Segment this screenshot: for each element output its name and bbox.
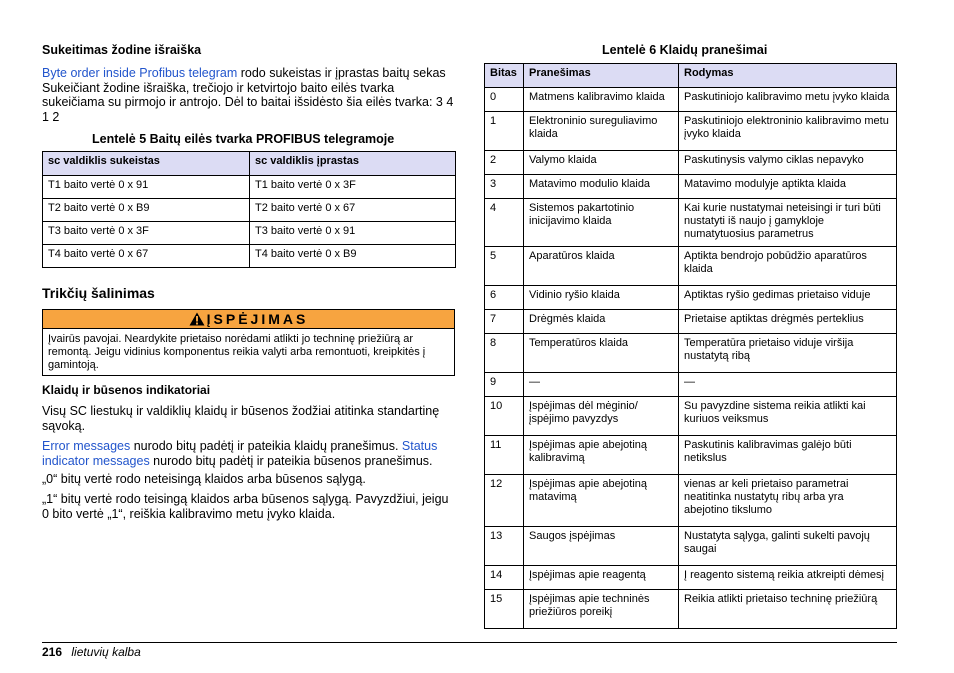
table-row	[485, 310, 897, 334]
table5-header: sc valdiklis įprastas	[250, 152, 456, 176]
table-cell: vienas ar keli prietaiso parametrai neatitinka nustatytų ribų arba yra abejotino tikslumo	[679, 475, 897, 527]
table-cell: 5	[485, 247, 524, 286]
table-cell: 1	[485, 112, 524, 151]
byte-order-table	[42, 151, 456, 268]
troubleshooting-title: Trikčių šalinimas	[42, 285, 155, 301]
table-row	[485, 88, 897, 112]
warning-text: Įvairūs pavojai. Neardykite prietaiso norėdami atlikti jo techninę priežiūrą ar remontą. Jeigu vidinius komponentus reikia valyti arba remontuoti, kreipkitės į gamintoją.	[42, 329, 455, 376]
table-cell: 14	[485, 566, 524, 590]
table-row	[485, 590, 897, 629]
table-cell: Matavimo modulio klaida	[524, 175, 679, 199]
table-row	[485, 397, 897, 436]
page-number: 216	[42, 645, 63, 659]
table-cell: Paskutinysis valymo ciklas nepavyko	[679, 151, 897, 175]
table-cell: 3	[485, 175, 524, 199]
table-row	[43, 199, 456, 222]
paragraph: Visų SC liestukų ir valdiklių klaidų ir būsenos žodžiai atitinka standartinę sąvoką.	[42, 404, 440, 433]
table-cell: 13	[485, 527, 524, 566]
byte-order-link[interactable]: Byte order inside Profibus telegram	[42, 66, 238, 80]
table-cell: T3 baito vertė 0 x 3F	[43, 222, 250, 245]
table-cell: Aptiktas ryšio gedimas prietaiso viduje	[679, 286, 897, 310]
table-row	[485, 247, 897, 286]
table-cell: Sistemos pakartotinio inicijavimo klaida	[524, 199, 679, 247]
intro-paragraph: Byte order inside Profibus telegram rodo sukeistas ir įprastas baitų sekas Sukeičiant žodine išraiška, trečiojo ir ketvirtojo baito eilės tvarka sukeičiama su pirmojo ir antrojo. Dėl to baitai išsidėsto šia eilės tvarka: 3 4 1 2	[42, 66, 454, 124]
table-cell: Prietaise aptiktas drėgmės perteklius	[679, 310, 897, 334]
table-row	[485, 151, 897, 175]
table-cell: T1 baito vertė 0 x 91	[43, 176, 250, 199]
table-row	[485, 527, 897, 566]
table-cell: T3 baito vertė 0 x 91	[250, 222, 456, 245]
table-cell: Aparatūros klaida	[524, 247, 679, 286]
table-cell: Saugos įspėjimas	[524, 527, 679, 566]
table-cell: Matavimo modulyje aptikta klaida	[679, 175, 897, 199]
error-messages-link[interactable]: Error messages	[42, 439, 131, 453]
table-cell: Elektroninio sureguliavimo klaida	[524, 112, 679, 151]
error-messages-table	[484, 63, 897, 629]
footer-language: lietuvių kalba	[71, 645, 141, 659]
table-cell: Paskutiniojo elektroninio kalibravimo metu įvyko klaida	[679, 112, 897, 151]
paragraph: „0“ bitų vertė rodo neteisingą klaidos arba būsenos sąlygą.	[42, 472, 366, 486]
table-cell: Nustatyta sąlyga, galinti sukelti pavojų saugai	[679, 527, 897, 566]
table-cell: Temperatūros klaida	[524, 334, 679, 373]
table-cell: 9	[485, 373, 524, 397]
table-cell: Paskutinis kalibravimas galėjo būti netikslus	[679, 436, 897, 475]
table6-header: Rodymas	[679, 64, 897, 88]
table-row	[485, 436, 897, 475]
table-cell: Paskutiniojo kalibravimo metu įvyko klaida	[679, 88, 897, 112]
table-cell: Drėgmės klaida	[524, 310, 679, 334]
table-cell: Įspėjimas apie abejotiną matavimą	[524, 475, 679, 527]
table-cell: 8	[485, 334, 524, 373]
table-row	[485, 475, 897, 527]
table-cell: Reikia atlikti prietaiso techninę priežiūrą	[679, 590, 897, 629]
paragraph: Error messages nurodo bitų padėtį ir pateikia klaidų pranešimus. Status indicator messages nurodo bitų padėtį ir pateikia būsenos pranešimus.	[42, 439, 438, 468]
footer-divider	[42, 642, 897, 643]
table-cell: Į reagento sistemą reikia atkreipti dėmesį	[679, 566, 897, 590]
section-title: Sukeitimas žodine išraiška	[42, 43, 202, 57]
status-indicator-link[interactable]: Status indicator messages	[42, 439, 438, 468]
table-cell: 0	[485, 88, 524, 112]
indicators-title: Klaidų ir būsenos indikatoriai	[42, 383, 211, 397]
table-cell: 10	[485, 397, 524, 436]
table6-caption: Lentelė 6 Klaidų pranešimai	[602, 43, 768, 57]
table-row	[485, 566, 897, 590]
warning-title: ĮSPĖJIMAS	[206, 311, 309, 327]
table5-header: sc valdiklis sukeistas	[43, 152, 250, 176]
table-cell: Valymo klaida	[524, 151, 679, 175]
table-cell: —	[679, 373, 897, 397]
table-row	[485, 175, 897, 199]
table-cell: Matmens kalibravimo klaida	[524, 88, 679, 112]
paragraph: „1“ bitų vertė rodo teisingą klaidos arba būsenos sąlygą. Pavyzdžiui, jeigu 0 bito vertė „1“, reiškia kalibravimo metu įvyko klaida.	[42, 492, 449, 521]
table5-caption: Lentelė 5 Baitų eilės tvarka PROFIBUS telegramoje	[92, 132, 395, 146]
table-cell: Vidinio ryšio klaida	[524, 286, 679, 310]
table-cell: T4 baito vertė 0 x B9	[250, 245, 456, 268]
warning-header	[42, 309, 455, 329]
table-cell: 15	[485, 590, 524, 629]
page-footer	[42, 645, 141, 659]
table-cell: Įspėjimas apie techninės priežiūros poreikį	[524, 590, 679, 629]
table-cell: —	[524, 373, 679, 397]
table-cell: 11	[485, 436, 524, 475]
table6-header: Bitas	[485, 64, 524, 88]
table-row	[485, 334, 897, 373]
table-cell: T2 baito vertė 0 x 67	[250, 199, 456, 222]
table-cell: Su pavyzdine sistema reikia atlikti kai kuriuos veiksmus	[679, 397, 897, 436]
table-cell: 7	[485, 310, 524, 334]
table-cell: 12	[485, 475, 524, 527]
table-row	[485, 373, 897, 397]
table-cell: Įspėjimas apie reagentą	[524, 566, 679, 590]
table-row	[485, 112, 897, 151]
table-cell: Kai kurie nustatymai neteisingi ir turi būti nustatyti iš naujo į gamykloje numatytuosius parametrus	[679, 199, 897, 247]
table-cell: 2	[485, 151, 524, 175]
table-cell: Įspėjimas dėl mėginio/ įspėjimo pavyzdys	[524, 397, 679, 436]
table-row	[43, 222, 456, 245]
table-cell: T2 baito vertė 0 x B9	[43, 199, 250, 222]
table-cell: 6	[485, 286, 524, 310]
table-cell: 4	[485, 199, 524, 247]
table-cell: Įspėjimas apie abejotiną kalibravimą	[524, 436, 679, 475]
warning-triangle-icon	[189, 312, 205, 326]
table-row	[43, 176, 456, 199]
table6-header: Pranešimas	[524, 64, 679, 88]
table-row	[43, 245, 456, 268]
table-row	[485, 286, 897, 310]
table-cell: T1 baito vertė 0 x 3F	[250, 176, 456, 199]
table-row	[485, 199, 897, 247]
table-cell: Aptikta bendrojo pobūdžio aparatūros klaida	[679, 247, 897, 286]
table-cell: T4 baito vertė 0 x 67	[43, 245, 250, 268]
table-cell: Temperatūra prietaiso viduje viršija nustatytą ribą	[679, 334, 897, 373]
